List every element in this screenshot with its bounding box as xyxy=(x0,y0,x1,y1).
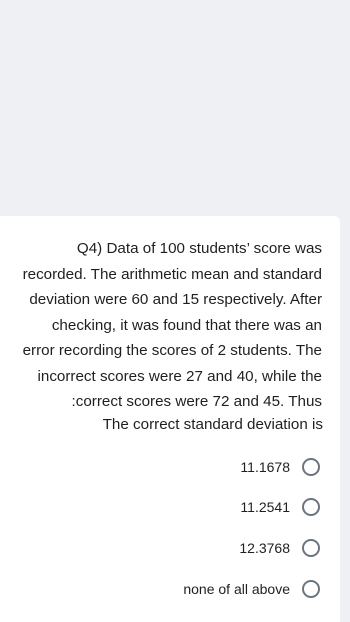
question-line: recorded. The arithmetic mean and standard xyxy=(22,265,322,283)
question-line: deviation were 60 and 15 respectively. After xyxy=(29,291,322,308)
radio-button-icon[interactable] xyxy=(302,580,320,598)
option-2[interactable] xyxy=(240,495,320,519)
option-4[interactable] xyxy=(183,577,320,601)
question-line: :correct scores were 72 and 45. Thus xyxy=(71,393,322,410)
radio-button-icon[interactable] xyxy=(302,539,320,557)
question-line: incorrect scores were 27 and 40, while the xyxy=(37,367,322,385)
question-line: Q4) Data of 100 students’ score was xyxy=(76,240,322,257)
option-label: none of all above xyxy=(183,581,290,597)
option-label: 11.1678 xyxy=(240,459,290,475)
question-prompt: The correct standard deviation is xyxy=(102,416,323,433)
question-text xyxy=(8,236,322,415)
option-3[interactable] xyxy=(239,536,320,560)
option-1[interactable] xyxy=(240,455,320,479)
option-label: 12.3768 xyxy=(239,540,290,556)
radio-button-icon[interactable] xyxy=(302,498,320,516)
option-label: 11.2541 xyxy=(240,499,290,515)
radio-button-icon[interactable] xyxy=(302,458,320,476)
question-line: error recording the scores of 2 students. The xyxy=(22,342,322,359)
question-line: checking, it was found that there was an xyxy=(51,316,322,334)
header-background xyxy=(0,0,350,210)
